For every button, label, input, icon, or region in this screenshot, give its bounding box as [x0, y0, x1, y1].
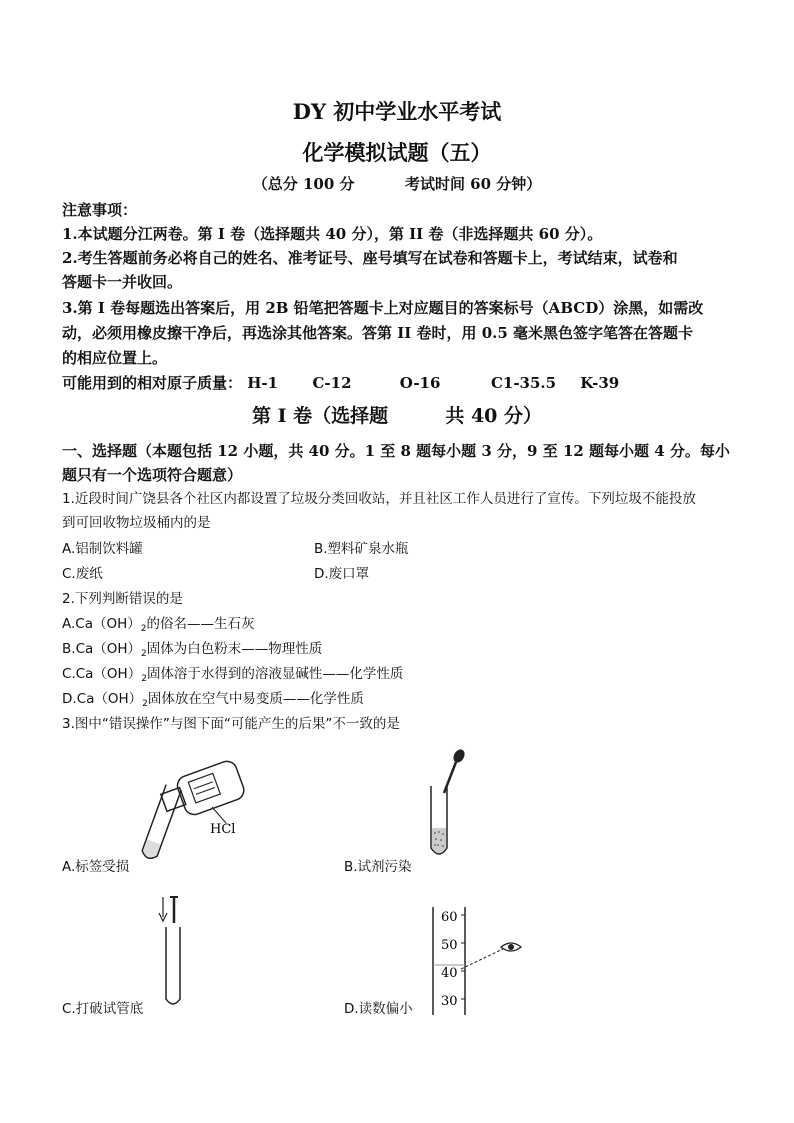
- q1-stem-line1: 1.近段时间广饶县各个社区内都设置了垃圾分类回收站，并且社区工作人员进行了宣传。下列垃圾不能投放: [62, 491, 696, 507]
- notice-item-3-line3: 的相应位置上。: [62, 349, 168, 367]
- mass-c: C-12: [312, 374, 352, 392]
- q2-option-a: $A.Ca(OH)_2$的俗名——生石灰: [62, 616, 255, 634]
- q3-stem: 3.图中“错误操作”与图下面“可能产生的后果”不一致的是: [62, 716, 400, 732]
- figure-a-label: HCl: [210, 822, 236, 837]
- tick-30: 30: [441, 994, 458, 1009]
- q3-option-b: B.试剂污染: [344, 859, 412, 875]
- exam-time: 考试时间 60 分钟）: [404, 175, 542, 193]
- q2-option-d: $D.Ca(OH)_2$固体放在空气中易变质——化学性质: [62, 691, 364, 709]
- q3-option-d: D.读数偏小: [344, 1001, 413, 1017]
- q3-option-a: A.标签受损: [62, 859, 130, 875]
- exam-title: DY 初中学业水平考试: [292, 99, 502, 124]
- figure-c-nail: [150, 895, 195, 1010]
- figure-a-pouring: [130, 755, 260, 870]
- part1-instruction-line1: 一、选择题（本题包括 12 小题，共 40 分。1 至 8 题每小题 3 分，9 至 12 题每小题 4 分。每小: [62, 442, 730, 460]
- section-title-text: 第 I 卷（选择题: [251, 405, 389, 427]
- q2-option-c: $C.Ca(OH)_2$固体溶于水得到的溶液显碱性——化学性质: [62, 666, 404, 684]
- total-score: （总分 100 分: [252, 175, 355, 193]
- mass-o: O-16: [399, 374, 441, 392]
- notice-heading: 注意事项：: [62, 201, 138, 219]
- tick-60: 60: [441, 910, 458, 925]
- q1-option-a: A.铝制饮料罐: [62, 541, 143, 557]
- section-title: [0, 401, 794, 428]
- part1-instruction-line2: 题只有一个选项符合题意）: [62, 466, 243, 484]
- section-score: 共 40 分）: [445, 405, 543, 427]
- tick-40: 40: [441, 966, 458, 981]
- notice-item-2-line2: 答题卡一并收回。: [62, 273, 183, 291]
- q2-stem: 2.下列判断错误的是: [62, 591, 183, 607]
- notice-item-2-line1: 2.考生答题前务必将自己的姓名、准考证号、座号填写在试卷和答题卡上，考试结束，试卷和: [62, 249, 678, 267]
- q3-option-c: C.打破试管底: [62, 1001, 144, 1017]
- figure-d-cylinder: [425, 903, 535, 1018]
- mass-cl: C1-35.5: [490, 374, 557, 392]
- q1-stem-line2: 到可回收物垃圾桶内的是: [62, 515, 211, 531]
- notice-item-3-line2: 动，必须用橡皮擦干净后，再选涂其他答案。答第 II 卷时，用 0.5 毫米黑色签字笔答在答题卡: [62, 324, 694, 342]
- atomic-masses: [62, 371, 619, 396]
- figure-b-dropper: [418, 748, 468, 868]
- mass-h: H-1: [247, 374, 279, 392]
- q1-option-c: C.废纸: [62, 566, 103, 582]
- tick-50: 50: [441, 938, 458, 953]
- atomic-masses-label: 可能用到的相对原子质量：: [62, 374, 243, 392]
- exam-subtitle: 化学模拟试题（五）: [302, 140, 492, 165]
- q1-option-d: D.废口罩: [314, 566, 370, 582]
- notice-item-3-line1: 3.第 I 卷每题选出答案后，用 2B 铅笔把答题卡上对应题目的答案标号（ABCD）涂黑，如需改: [62, 299, 704, 317]
- mass-k: K-39: [580, 374, 620, 392]
- q2-option-b: $B.Ca(OH)_2$固体为白色粉末——物理性质: [62, 641, 323, 659]
- notice-item-1: 1.本试题分江两卷。第 I 卷（选择题共 40 分），第 II 卷（非选择题共 60 分）。: [62, 225, 603, 243]
- exam-info: [0, 173, 794, 194]
- q1-option-b: B.塑料矿泉水瓶: [314, 541, 409, 557]
